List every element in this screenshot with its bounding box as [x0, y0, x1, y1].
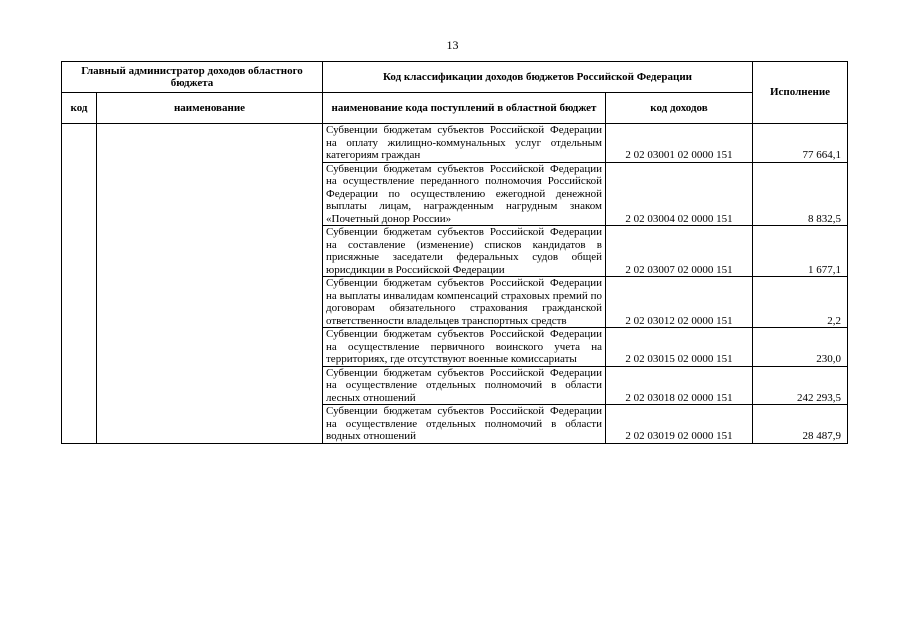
- cell-amount: 8 832,5: [753, 162, 848, 226]
- cell-income-code: 2 02 03004 02 0000 151: [606, 162, 753, 226]
- header-admin-code: код: [62, 93, 97, 124]
- header-income-name: наименование кода поступлений в областной бюджет: [323, 93, 606, 124]
- cell-amount: 1 677,1: [753, 226, 848, 277]
- cell-income-name: Субвенции бюджетам субъектов Российской Федерации на осуществление переданного полномочия Российской Федерации по осуществлению ежегодной денежной выплаты лицам, награжденным нагрудным знаком «Почетный донор России»: [323, 162, 606, 226]
- cell-income-name: Субвенции бюджетам субъектов Российской Федерации на оплату жилищно-коммунальных услуг отдельным категориям граждан: [323, 124, 606, 163]
- cell-amount: 77 664,1: [753, 124, 848, 163]
- cell-amount: 2,2: [753, 277, 848, 328]
- cell-income-code: 2 02 03001 02 0000 151: [606, 124, 753, 163]
- header-classification-group: Код классификации доходов бюджетов Российской Федерации: [323, 62, 753, 93]
- header-admin-group: Главный администратор доходов областного бюджета: [62, 62, 323, 93]
- cell-admin-code: [62, 124, 97, 444]
- cell-amount: 230,0: [753, 328, 848, 367]
- cell-income-code: 2 02 03018 02 0000 151: [606, 366, 753, 405]
- cell-amount: 28 487,9: [753, 405, 848, 444]
- cell-admin-name: [97, 124, 323, 444]
- cell-income-code: 2 02 03019 02 0000 151: [606, 405, 753, 444]
- cell-income-code: 2 02 03015 02 0000 151: [606, 328, 753, 367]
- header-execution: Исполнение: [753, 62, 848, 124]
- cell-income-name: Субвенции бюджетам субъектов Российской Федерации на осуществление отдельных полномочий в области лесных отношений: [323, 366, 606, 405]
- cell-income-name: Субвенции бюджетам субъектов Российской Федерации на осуществление первичного воинского учета на территориях, где отсутствуют военные комиссариаты: [323, 328, 606, 367]
- cell-income-name: Субвенции бюджетам субъектов Российской Федерации на осуществление отдельных полномочий в области водных отношений: [323, 405, 606, 444]
- page-number: 13: [446, 38, 459, 52]
- cell-income-name: Субвенции бюджетам субъектов Российской Федерации на составление (изменение) списков кандидатов в присяжные заседатели федеральных судов общей юрисдикции в Российской Федерации: [323, 226, 606, 277]
- header-income-code: код доходов: [606, 93, 753, 124]
- cell-amount: 242 293,5: [753, 366, 848, 405]
- cell-income-code: 2 02 03007 02 0000 151: [606, 226, 753, 277]
- cell-income-code: 2 02 03012 02 0000 151: [606, 277, 753, 328]
- cell-income-name: Субвенции бюджетам субъектов Российской Федерации на выплаты инвалидам компенсаций страховых премий по договорам обязательного страхования гражданской ответственности владельцев транспортных средств: [323, 277, 606, 328]
- table-row: [62, 124, 848, 163]
- revenue-table: [61, 61, 848, 444]
- header-admin-name: наименование: [97, 93, 323, 124]
